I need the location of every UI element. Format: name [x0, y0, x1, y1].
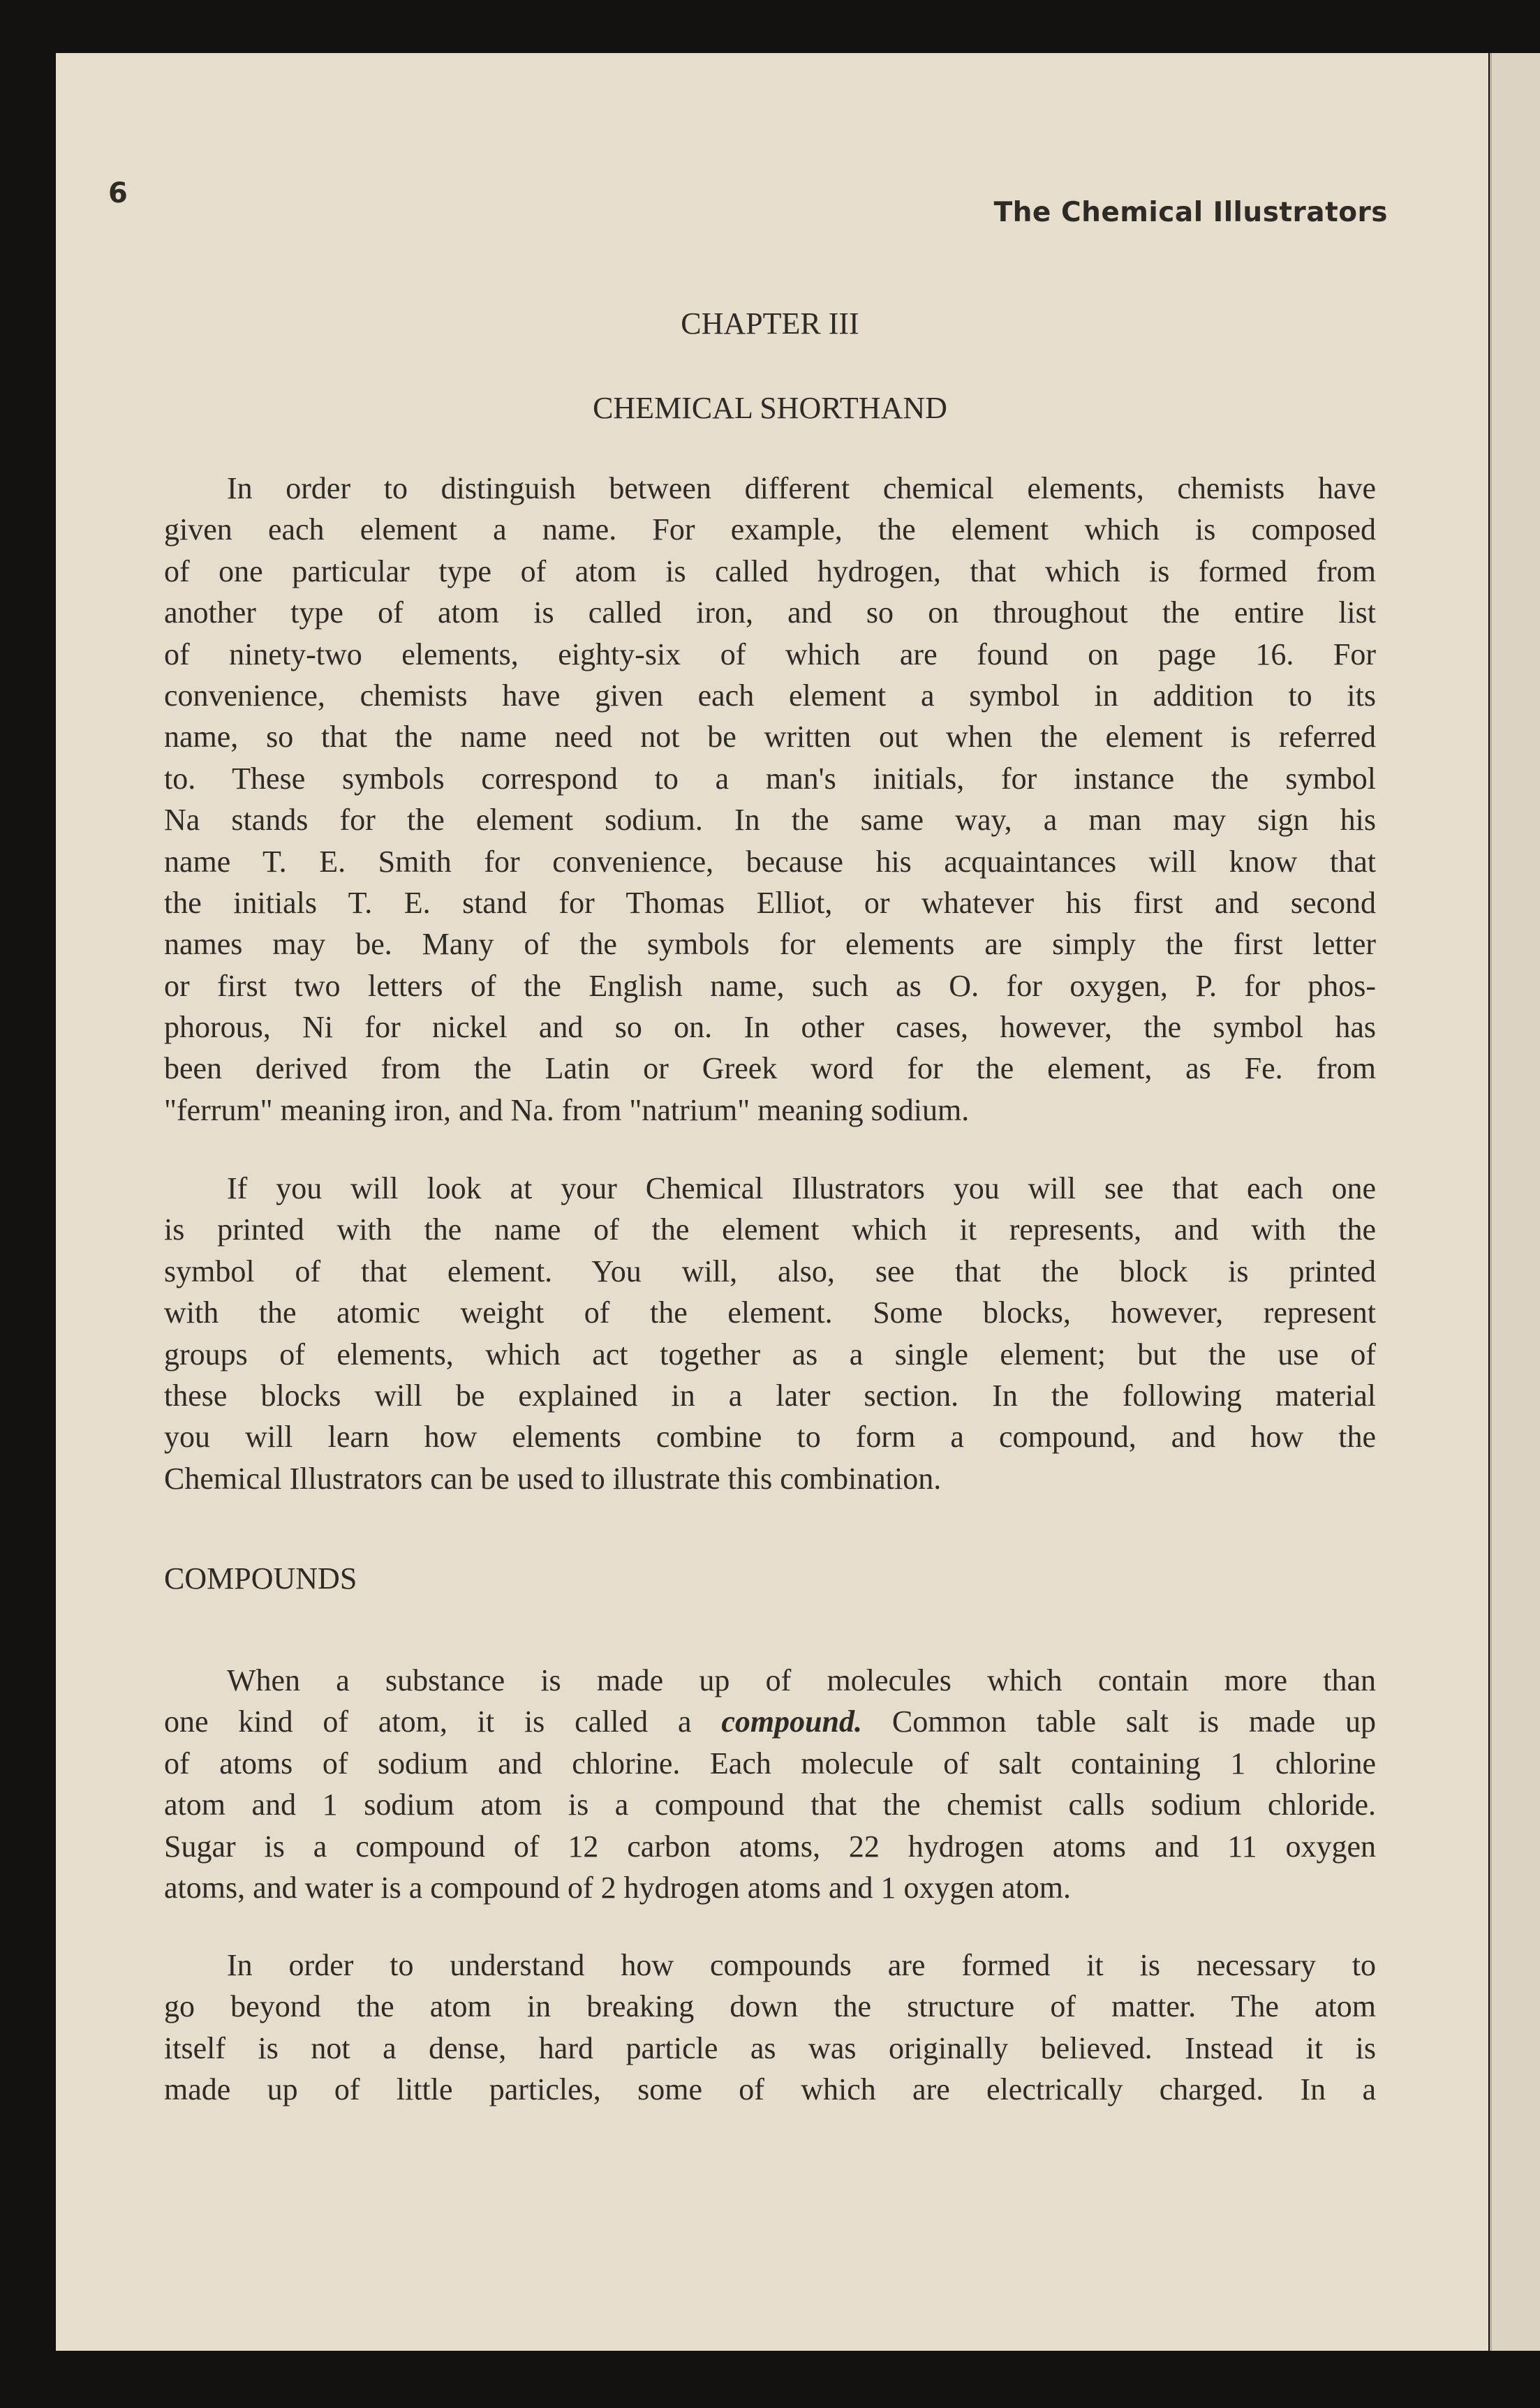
chapter-title: CHEMICAL SHORTHAND	[593, 391, 947, 425]
text-line: In order to understand how compounds are formed it is necessary to	[227, 1948, 1376, 1982]
italic-term: compound.	[721, 1704, 863, 1739]
text-line: convenience, chemists have given each element a symbol in addition to its	[164, 678, 1376, 713]
text-segment: Common table salt is made up	[862, 1704, 1376, 1739]
paragraph-2	[164, 1168, 1376, 1499]
text-line: you will learn how elements combine to form a compound, and how the	[164, 1420, 1376, 1455]
page-number: 6	[108, 177, 128, 209]
text-line: atoms, and water is a compound of 2 hydrogen atoms and 1 oxygen atom.	[164, 1870, 1071, 1905]
text-line: these blocks will be explained in a later section. In the following material	[164, 1378, 1376, 1413]
text-line: itself is not a dense, hard particle as was originally believed. Instead it is	[164, 2030, 1376, 2065]
running-title: The Chemical Illustrators	[993, 197, 1388, 228]
chapter-number: CHAPTER III	[681, 306, 859, 341]
text-line: of one particular type of atom is called hydrogen, that which is formed from	[164, 553, 1376, 588]
text-line: go beyond the atom in breaking down the structure of matter. The atom	[164, 1989, 1376, 2024]
text-line: name T. E. Smith for convenience, because his acquaintances will know that	[164, 844, 1376, 879]
text-line: is printed with the name of the element which it represents, and with the	[164, 1212, 1376, 1247]
text-line: symbol of that element. You will, also, see that the block is printed	[164, 1254, 1376, 1288]
text-line: "ferrum" meaning iron, and Na. from "natrium" meaning sodium.	[164, 1092, 970, 1127]
text-line: with the atomic weight of the element. Some blocks, however, represent	[164, 1295, 1376, 1330]
text-line: names may be. Many of the symbols for elements are simply the first letter	[164, 927, 1376, 962]
paragraph-1	[164, 468, 1376, 1131]
text-line: of atoms of sodium and chlorine. Each molecule of salt containing 1 chlorine	[164, 1746, 1376, 1781]
text-line: atom and 1 sodium atom is a compound that the chemist calls sodium chloride.	[164, 1788, 1376, 1822]
paragraph-4	[164, 1945, 1376, 2111]
text-line	[164, 1701, 1376, 1742]
text-line: given each element a name. For example, the element which is composed	[164, 512, 1376, 547]
text-line: made up of little particles, some of which are electrically charged. In a	[164, 2072, 1376, 2107]
text-line: Sugar is a compound of 12 carbon atoms, 22 hydrogen atoms and 11 oxygen	[164, 1829, 1376, 1864]
text-line: In order to distinguish between different chemical elements, chemists have	[227, 471, 1376, 505]
text-line: If you will look at your Chemical Illustrators you will see that each one	[227, 1171, 1376, 1205]
text-line: When a substance is made up of molecules which contain more than	[227, 1663, 1376, 1697]
text-line: Chemical Illustrators can be used to illustrate this combination.	[164, 1461, 942, 1496]
text-line: to. These symbols correspond to a man's initials, for instance the symbol	[164, 761, 1376, 796]
text-segment: one kind of atom, it is called a	[164, 1704, 722, 1739]
text-line: or first two letters of the English name, such as O. for oxygen, P. for phos-	[164, 968, 1376, 1003]
text-line: another type of atom is called iron, and so on throughout the entire list	[164, 595, 1376, 630]
text-line: groups of elements, which act together as a single element; but the use of	[164, 1337, 1376, 1372]
text-line: the initials T. E. stand for Thomas Elliot, or whatever his first and second	[164, 885, 1376, 920]
text-line: of ninety-two elements, eighty-six of which are found on page 16. For	[164, 637, 1376, 671]
paragraph-3	[164, 1660, 1376, 1908]
text-line: been derived from the Latin or Greek word for the element, as Fe. from	[164, 1051, 1376, 1086]
section-heading: COMPOUNDS	[164, 1561, 357, 1596]
text-line: phorous, Ni for nickel and so on. In other cases, however, the symbol has	[164, 1010, 1376, 1045]
text-line: name, so that the name need not be written out when the element is referred	[164, 720, 1376, 755]
text-line: Na stands for the element sodium. In the same way, a man may sign his	[164, 803, 1376, 838]
